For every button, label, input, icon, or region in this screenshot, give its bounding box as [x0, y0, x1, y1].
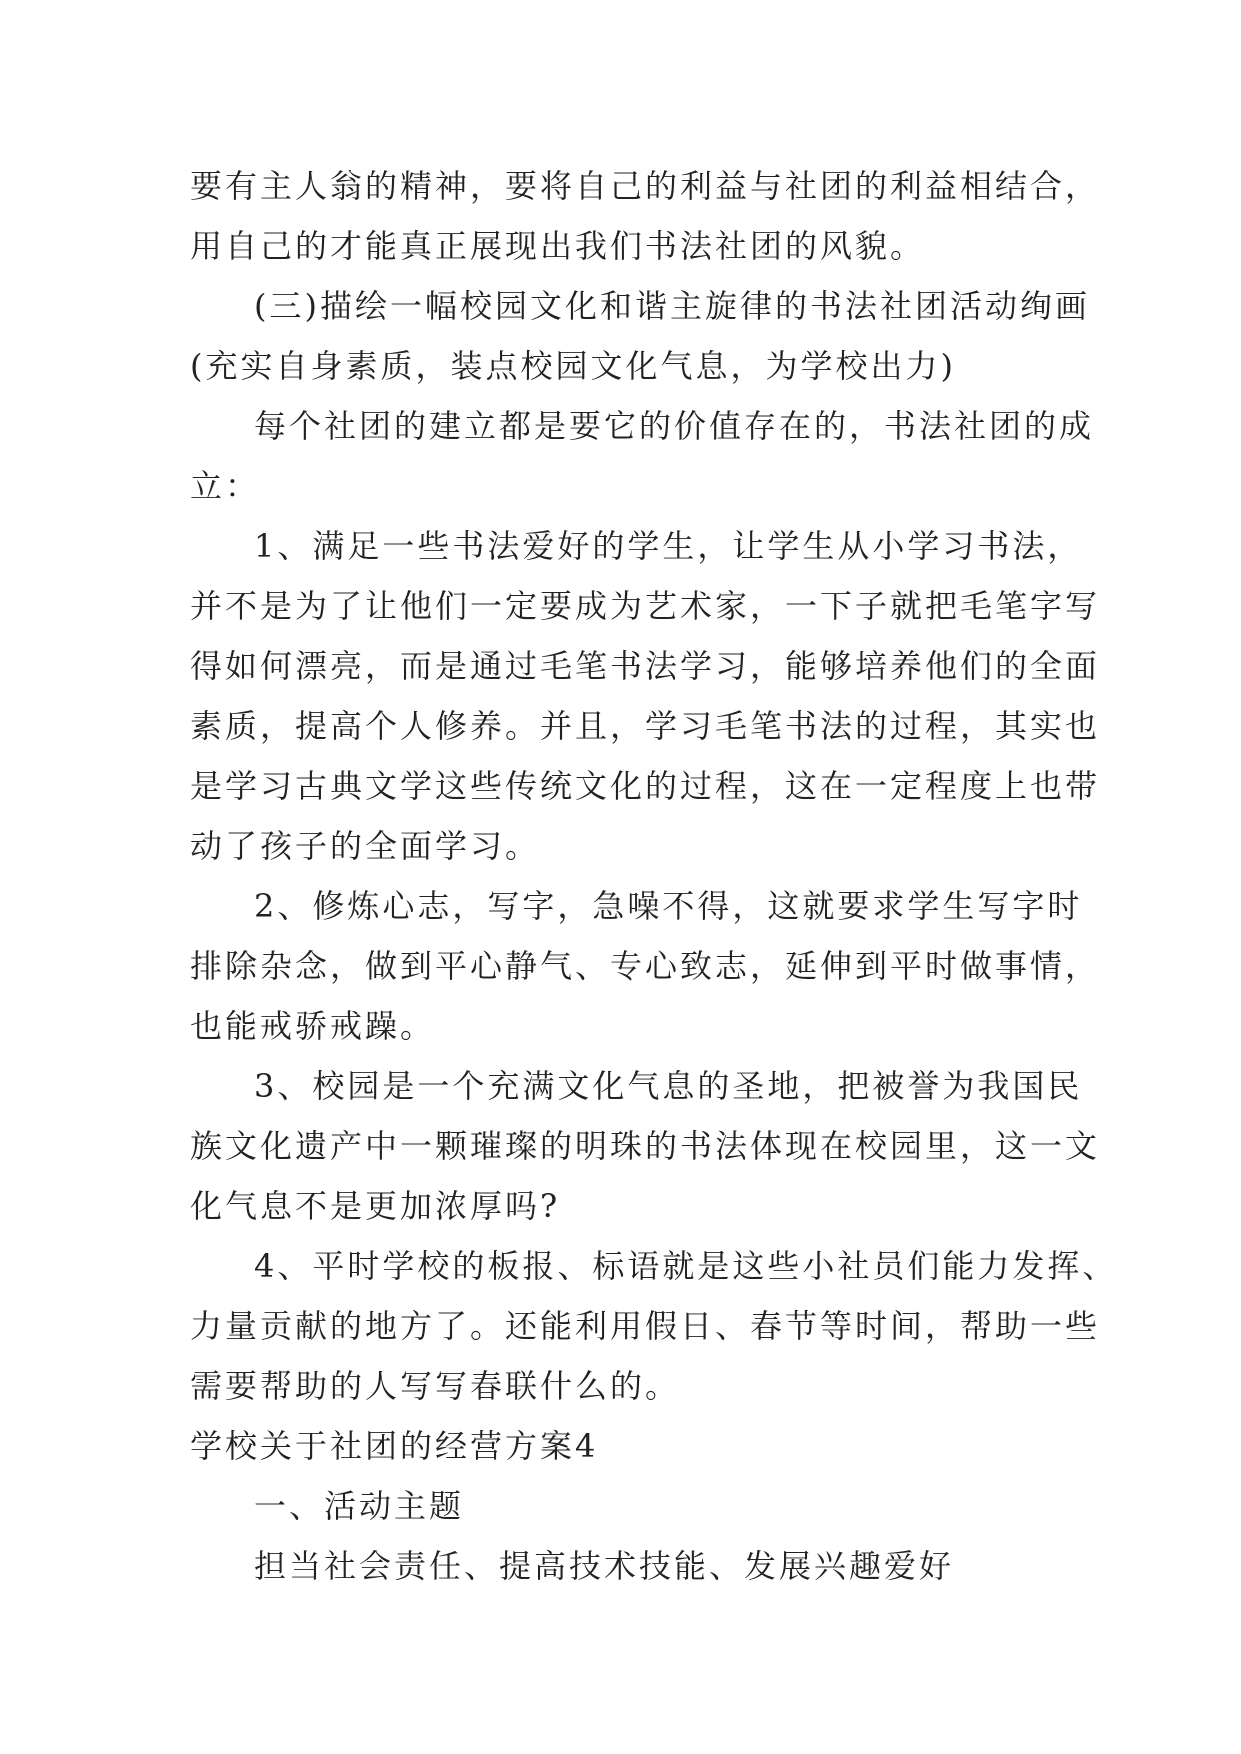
- text-line: 化气息不是更加浓厚吗?: [190, 1187, 561, 1225]
- text-line: 并不是为了让他们一定要成为艺术家，一下子就把毛笔字写: [190, 587, 1101, 625]
- document-title: 学校关于社团的经营方案4: [190, 1427, 599, 1465]
- text-line: (充实自身素质，装点校园文化气息，为学校出力): [190, 347, 956, 385]
- list-item-4: 4、平时学校的板报、标语就是这些小社员们能力发挥、: [254, 1247, 1118, 1285]
- text-line: 也能戒骄戒躁。: [190, 1007, 436, 1045]
- text-line: 素质，提高个人修养。并且，学习毛笔书法的过程，其实也: [190, 707, 1101, 745]
- text-line: 力量贡献的地方了。还能利用假日、春节等时间，帮助一些: [190, 1307, 1101, 1345]
- text-line: 是学习古典文学这些传统文化的过程，这在一定程度上也带: [190, 767, 1101, 805]
- section-heading: (三)描绘一幅校园文化和谐主旋律的书法社团活动绚画: [254, 287, 1090, 325]
- text-line: 立：: [190, 467, 261, 505]
- text-line: 担当社会责任、提高技术技能、发展兴趣爱好: [254, 1547, 955, 1585]
- paragraph-start: 每个社团的建立都是要它的价值存在的，书法社团的成: [254, 407, 1095, 445]
- text-line: 动了孩子的全面学习。: [190, 827, 541, 865]
- text-line: 要有主人翁的精神，要将自己的利益与社团的利益相结合，: [190, 167, 1101, 205]
- text-line: 需要帮助的人写写春联什么的。: [190, 1367, 681, 1405]
- list-item-2: 2、修炼心志，写字，急噪不得，这就要求学生写字时: [254, 887, 1083, 925]
- text-line: 得如何漂亮，而是通过毛笔书法学习，能够培养他们的全面: [190, 647, 1101, 685]
- text-line: 族文化遗产中一颗璀璨的明珠的书法体现在校园里，这一文: [190, 1127, 1101, 1165]
- section-heading: 一、活动主题: [254, 1487, 465, 1525]
- text-line: 排除杂念，做到平心静气、专心致志，延伸到平时做事情，: [190, 947, 1101, 985]
- text-line: 用自己的才能真正展现出我们书法社团的风貌。: [190, 227, 926, 265]
- list-item-1: 1、满足一些书法爱好的学生，让学生从小学习书法，: [254, 527, 1083, 565]
- list-item-3: 3、校园是一个充满文化气息的圣地，把被誉为我国民: [254, 1067, 1083, 1105]
